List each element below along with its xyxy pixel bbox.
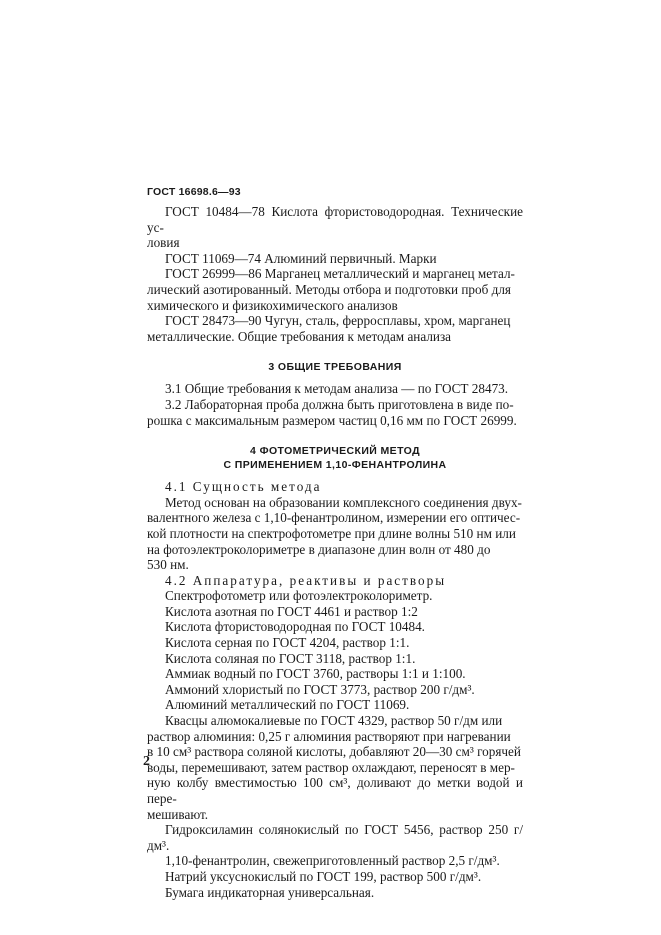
ref-line: ГОСТ 28473—90 Чугун, сталь, ферросплавы, хром, марганец	[165, 313, 511, 329]
alum-paragraph-line: раствор алюминия: 0,25 г алюминия растворяют при нагревании	[147, 728, 511, 744]
normative-references	[147, 204, 523, 344]
section-3-heading: 3 ОБЩИЕ ТРЕБОВАНИЯ	[268, 361, 402, 374]
clause-4-2-title: 4.2 Аппаратура, реактивы и растворы	[165, 572, 447, 588]
reagent-item: Кислота соляная по ГОСТ 3118, раствор 1:1.	[165, 650, 416, 666]
clause-4-1-line: Метод основан на образовании комплексного соединения двух-	[165, 494, 522, 510]
ref-line: ГОСТ 11069—74 Алюминий первичный. Марки	[165, 250, 437, 266]
alum-paragraph-line: ную колбу вместимостью 100 см³, доливают до метки водой и пере-	[147, 775, 523, 806]
reagent-item: 1,10-фенантролин, свежеприготовленный раствор 2,5 г/дм³.	[165, 853, 500, 869]
clause-4-1-title: 4.1 Сущность метода	[165, 479, 322, 495]
clause-4-1-line: кой плотности на спектрофотометре при длине волны 510 нм или	[147, 525, 516, 541]
reagent-item: Бумага индикаторная универсальная.	[165, 884, 375, 900]
ref-line: ГОСТ 26999—86 Марганец металлический и марганец метал-	[165, 266, 515, 282]
clause-3-2-line: рошка с максимальным размером частиц 0,16 мм по ГОСТ 26999.	[147, 412, 517, 428]
alum-paragraph-line: в 10 см³ раствора соляной кислоты, добавляют 20—30 см³ горячей	[147, 744, 521, 760]
reagent-item: Спектрофотометр или фотоэлектроколориметр.	[165, 588, 433, 604]
reagent-item: Гидроксиламин солянокислый по ГОСТ 5456, раствор 250 г/дм³.	[147, 822, 523, 853]
reagent-item: Алюминий металлический по ГОСТ 11069.	[165, 697, 410, 713]
alum-paragraph-line: мешивают.	[147, 806, 209, 822]
section-4-heading-line2: С ПРИМЕНЕНИЕМ 1,10-ФЕНАНТРОЛИНА	[223, 459, 447, 472]
reagent-item: Кислота фтористоводородная по ГОСТ 10484.	[165, 619, 425, 635]
alum-paragraph-line: воды, перемешивают, затем раствор охлаждают, переносят в мер-	[147, 759, 515, 775]
ref-line: металлические. Общие требования к методам анализа	[147, 328, 452, 344]
page-number: 2	[143, 754, 150, 769]
clause-3-2-line: 3.2 Лабораторная проба должна быть приготовлена в виде по-	[165, 396, 514, 412]
clause-4-1-line: 530 нм.	[147, 557, 189, 573]
reagent-item: Аммиак водный по ГОСТ 3760, растворы 1:1 и 1:100.	[165, 666, 466, 682]
reagent-item: Натрий уксуснокислый по ГОСТ 199, раствор 500 г/дм³.	[165, 868, 482, 884]
reagent-item: Аммоний хлористый по ГОСТ 3773, раствор 200 г/дм³.	[165, 681, 475, 697]
reagent-item: Кислота серная по ГОСТ 4204, раствор 1:1.	[165, 635, 410, 651]
ref-line: ловия	[147, 235, 180, 251]
ref-line: ГОСТ 10484—78 Кислота фтористоводородная. Технические ус-	[147, 204, 523, 235]
clause-3-1: 3.1 Общие требования к методам анализа — по ГОСТ 28473.	[165, 381, 509, 397]
clause-4-1-line: на фотоэлектроколориметре в диапазоне длин волн от 480 до	[147, 541, 491, 557]
reagent-item: Кислота азотная по ГОСТ 4461 и раствор 1:2	[165, 603, 418, 619]
section-4-heading-line1: 4 ФОТОМЕТРИЧЕСКИЙ МЕТОД	[250, 445, 420, 458]
ref-line: лический азотированный. Методы отбора и подготовки проб для	[147, 281, 511, 297]
page-body	[147, 204, 523, 900]
ref-line: химического и физикохимического анализов	[147, 297, 398, 313]
alum-paragraph-line: Квасцы алюмокалиевые по ГОСТ 4329, раствор 50 г/дм или	[165, 713, 503, 729]
clause-4-1-line: валентного железа с 1,10-фенантролином, измерении его оптичес-	[147, 510, 521, 526]
document-code: ГОСТ 16698.6—93	[147, 186, 241, 198]
